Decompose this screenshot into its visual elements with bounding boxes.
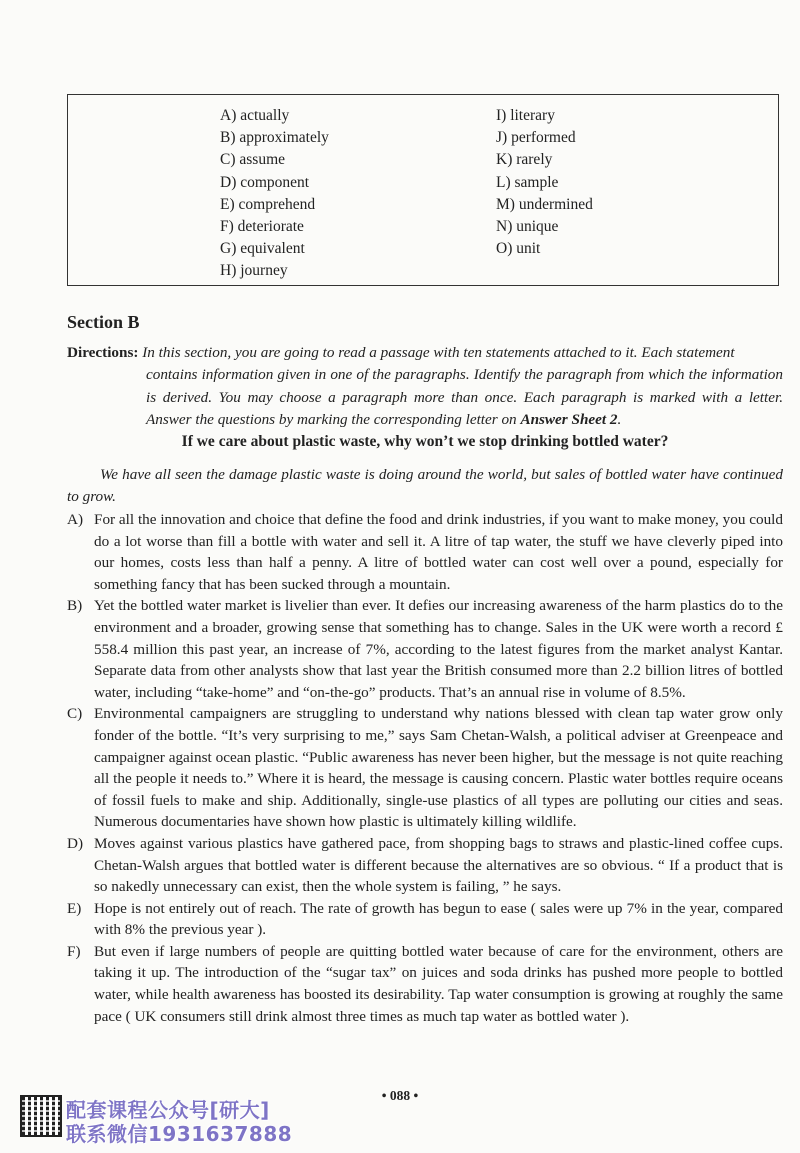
paragraph-text: Environmental campaigners are struggling to understand why nations blessed with clean tap water grow only fonder of the bottle. “It’s very surprising to me,” says Sam Chetan-Walsh, a political adviser at Greenpeace and campaigner against ocean plastic. “Public awareness has never been higher, but the message is not quite reaching all the people it needs to.” Where it is heard, the message is causing concern. Plastic water bottles require oceans of fossil fuels to make and ship. Additionally, single-use plastics of all types are polluting our cities and seas. Numerous documentaries have shown how plastic is ultimately killing wildlife. (94, 705, 783, 831)
paragraph-b (67, 595, 783, 703)
qr-code-icon (20, 1095, 62, 1137)
word-option: E) comprehend (220, 195, 316, 213)
directions-period: . (617, 410, 622, 428)
paragraph-letter: F) (67, 942, 81, 960)
paragraph-letter: A) (67, 511, 84, 528)
word-bank-left-column (220, 105, 329, 283)
word-option: K) rarely (496, 151, 553, 169)
word-option: O) unit (496, 240, 541, 258)
word-bank-box (67, 94, 779, 286)
watermark-line-1: 配套课程公众号[研大] (66, 1098, 270, 1122)
paragraph-letter: B) (67, 597, 83, 615)
word-option: A) actually (220, 107, 290, 124)
paragraph-text: But even if large numbers of people are quitting bottled water because of care for the environment, others are taking it up. The introduction of the “sugar tax” on juices and soda drinks has pushed more people to bottled water, while health awareness has boosted its desirability. Tap water consumption is growing at roughly the same pace ( UK consumers still drink almost three times as much tap water as bottled water ). (94, 942, 783, 1025)
word-option: F) deteriorate (220, 218, 304, 236)
paragraph-c (67, 703, 783, 833)
paragraph-a (67, 509, 783, 595)
paragraph-letter: C) (67, 705, 83, 723)
paragraph-text: Yet the bottled water market is livelier than ever. It defies our increasing awareness of the harm plastics do to the environment and a broader, growing sense that something has to change. Sales in the UK were worth a record £ 558.4 million this past year, an increase of 7%, according to the latest figures from the market analyst Kantar. Separate data from other analysts show that last year the British consumed more than 2.2 billion litres of bottled water, including “take-home” and “on-the-go” products. That’s an annual rise in volume of 8.5%. (94, 597, 783, 701)
directions (67, 342, 783, 431)
word-option: D) component (220, 173, 310, 191)
paragraph-e (67, 898, 783, 941)
passage-intro: We have all seen the damage plastic waste is doing around the world, but sales of bottled water have continued to grow. (67, 466, 783, 506)
paragraph-text: Moves against various plastics have gathered pace, from shopping bags to straws and plastic-lined coffee cups. Chetan-Walsh argues that bottled water is different because the alternatives are so obvious. “ If a product that is so nakedly unnecessary can exist, then the whole system is failing, ” he says. (94, 834, 783, 896)
word-option: J) performed (496, 129, 576, 147)
passage-title: If we care about plastic waste, why won’t we stop drinking bottled water? (181, 433, 669, 450)
directions-first-line (67, 342, 783, 364)
word-option: M) undermined (496, 195, 593, 213)
directions-continued (67, 364, 783, 431)
directions-text-rest: contains information given in one of the paragraphs. Identify the paragraph from which the information is derived. You may choose a paragraph more than once. Each paragraph is marked with a letter. Answer the questions by marking the corresponding letter on (146, 366, 783, 428)
word-option: C) assume (220, 151, 286, 169)
answer-sheet-ref: Answer Sheet 2 (520, 410, 618, 428)
paragraph-f (67, 941, 783, 1027)
paragraph-text: Hope is not entirely out of reach. The rate of growth has begun to ease ( sales were up 7% in the year, compared with 8% the previous year ). (94, 899, 783, 939)
word-option: H) journey (220, 262, 288, 280)
directions-text-start: In this section, you are going to read a passage with ten statements attached to it. Each statement (142, 344, 735, 361)
word-bank-right-column (496, 105, 593, 260)
directions-label: Directions: (67, 344, 139, 361)
paragraph-d (67, 833, 783, 898)
section-title: Section B (67, 312, 140, 332)
paragraph-letter: D) (67, 834, 84, 852)
word-option: I) literary (496, 107, 555, 124)
watermark-line-2: 联系微信1931637888 (66, 1122, 293, 1146)
paragraph-text: For all the innovation and choice that define the food and drink industries, if you want to make money, you could do a lot worse than fill a bottle with water and sell it. A litre of tap water, the stuff we have cleverly piped into our homes, costs less than half a penny. A litre of bottled water can cost well over a pound, especially for something fancy that has been sucked through a mountain. (94, 511, 783, 593)
paragraph-letter: E) (67, 899, 82, 917)
page-number: • 088 • (381, 1088, 419, 1103)
word-option: L) sample (496, 173, 559, 191)
passage-paragraphs (67, 509, 783, 1027)
word-option: N) unique (496, 218, 559, 236)
word-option: G) equivalent (220, 240, 305, 258)
word-option: B) approximately (220, 129, 329, 147)
